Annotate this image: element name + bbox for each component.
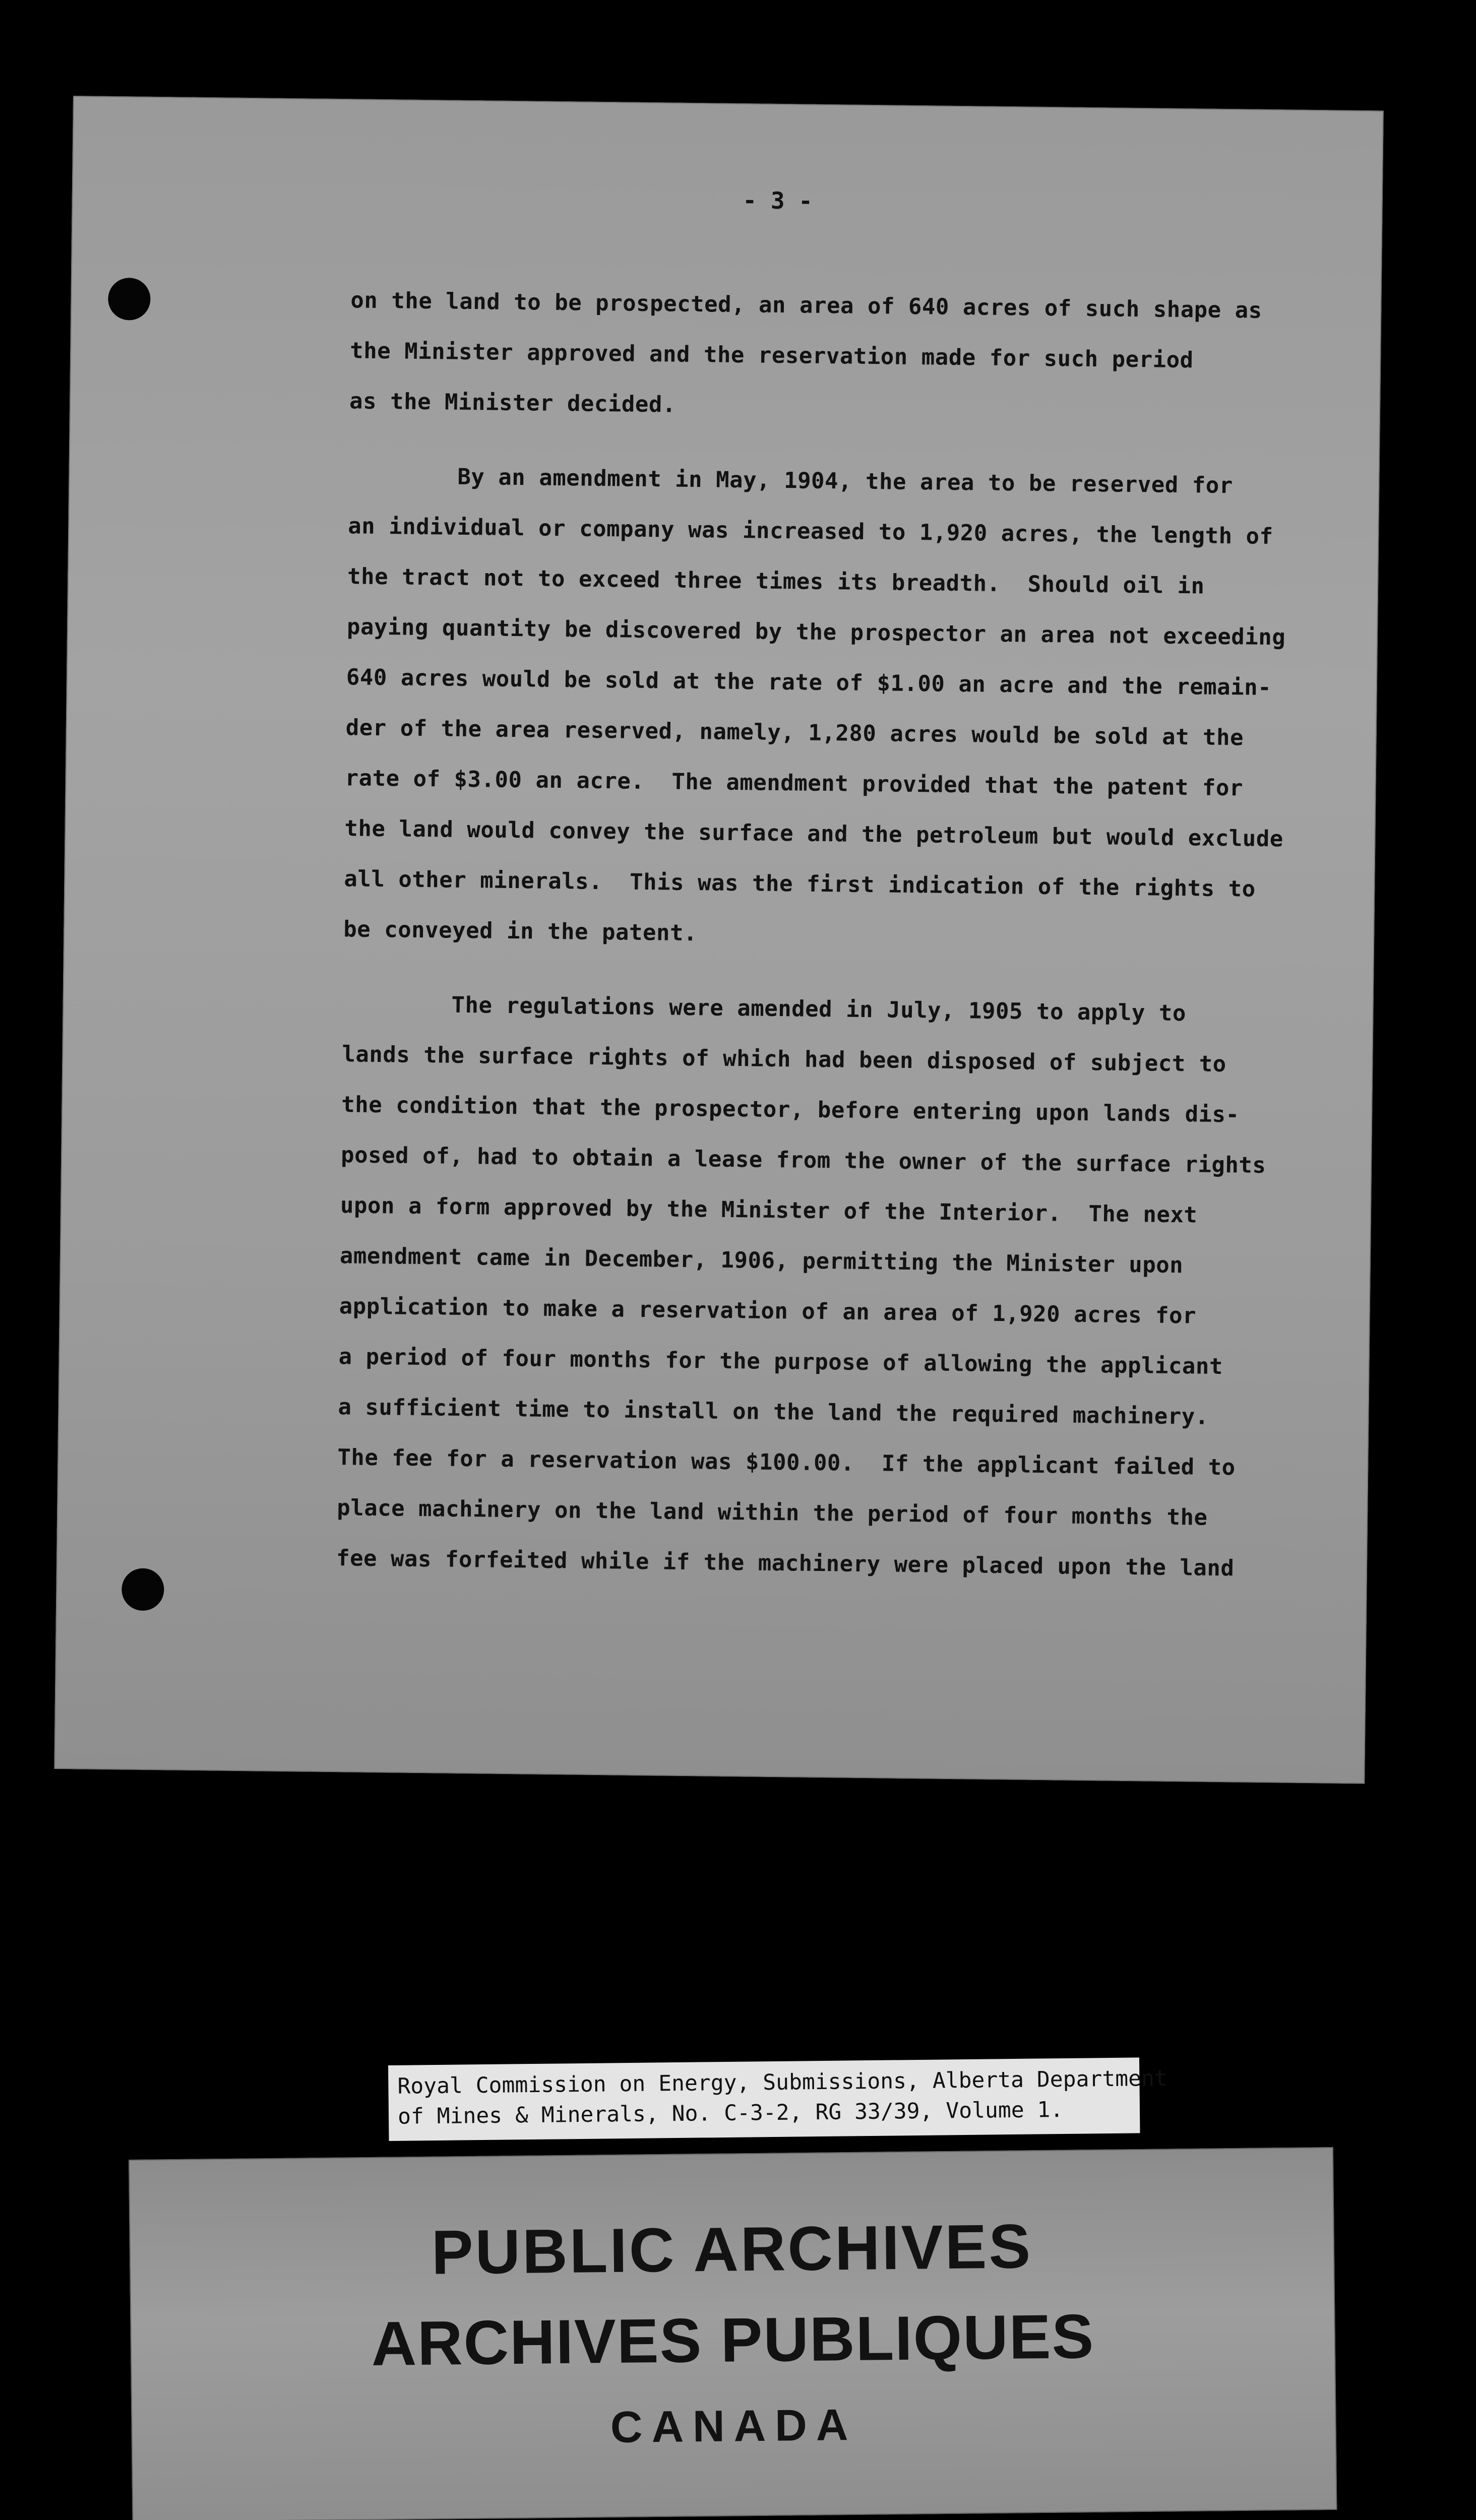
punch-hole-top — [108, 278, 151, 321]
text-line: upon a form approved by the Minister of the Interior. The next — [340, 1192, 1198, 1228]
text-line: The regulations were amended in July, 1905 to apply to — [342, 991, 1187, 1027]
text-line: posed of, had to obtain a lease from the owner of the surface rights — [340, 1142, 1266, 1178]
document-page — [54, 96, 1383, 1784]
text-line: lands the surface rights of which had been disposed of subject to — [342, 1041, 1227, 1078]
stamp-line-public-archives: PUBLIC ARCHIVES — [431, 2212, 1033, 2288]
text-line: rate of $3.00 an acre. The amendment provided that the patent for — [345, 765, 1244, 801]
text-line: der of the area reserved, namely, 1,280 acres would be sold at the — [345, 715, 1244, 751]
text-line: amendment came in December, 1906, permitting the Minister upon — [339, 1243, 1184, 1279]
archive-caption-label — [388, 2057, 1168, 2141]
text-line: The fee for a reservation was $100.00. If the applicant failed to — [337, 1444, 1236, 1481]
text-line: a sufficient time to install on the land the required machinery. — [338, 1394, 1209, 1430]
text-line: application to make a reservation of an area of 1,920 acres for — [339, 1293, 1197, 1329]
caption-line: of Mines & Minerals, No. C-3-2, RG 33/39, Volume 1. — [397, 2097, 1064, 2129]
text-line: a period of four months for the purpose of allowing the applicant — [338, 1344, 1223, 1380]
text-line: the tract not to exceed three times its breadth. Should oil in — [347, 563, 1205, 599]
text-line: as the Minister decided. — [349, 388, 676, 418]
text-line: fee was forfeited while if the machinery were placed upon the land — [336, 1545, 1235, 1582]
text-line: By an amendment in May, 1904, the area to be reserved for — [348, 463, 1234, 499]
text-line: on the land to be prospected, an area of 640 acres of such shape as — [350, 287, 1262, 324]
body-text — [336, 275, 1309, 1594]
punch-hole-bottom — [121, 1568, 164, 1611]
text-line: the condition that the prospector, before entering upon lands dis- — [341, 1092, 1240, 1128]
caption-line: Royal Commission on Energy, Submissions, Alberta Department — [397, 2065, 1168, 2099]
text-line: all other minerals. This was the first indication of the rights to — [344, 866, 1256, 902]
text-line: paying quantity be discovered by the prospector an area not exceeding — [346, 614, 1286, 651]
text-line: the land would convey the surface and the petroleum but would exclude — [344, 815, 1284, 852]
text-line: the Minister approved and the reservation made for such period — [350, 338, 1194, 373]
text-line: place machinery on the land within the period of four months the — [336, 1495, 1208, 1531]
text-line: 640 acres would be sold at the rate of $1.00 an acre and the remain- — [346, 664, 1272, 701]
text-line: be conveyed in the patent. — [343, 916, 698, 947]
text-line: an individual or company was increased to 1,920 acres, the length of — [348, 513, 1273, 550]
stamp-line-canada: CANADA — [610, 2399, 857, 2452]
page-number: - 3 - — [743, 186, 813, 215]
stamp-line-archives-publiques: ARCHIVES PUBLIQUES — [371, 2301, 1095, 2379]
archives-stamp — [129, 2147, 1337, 2520]
